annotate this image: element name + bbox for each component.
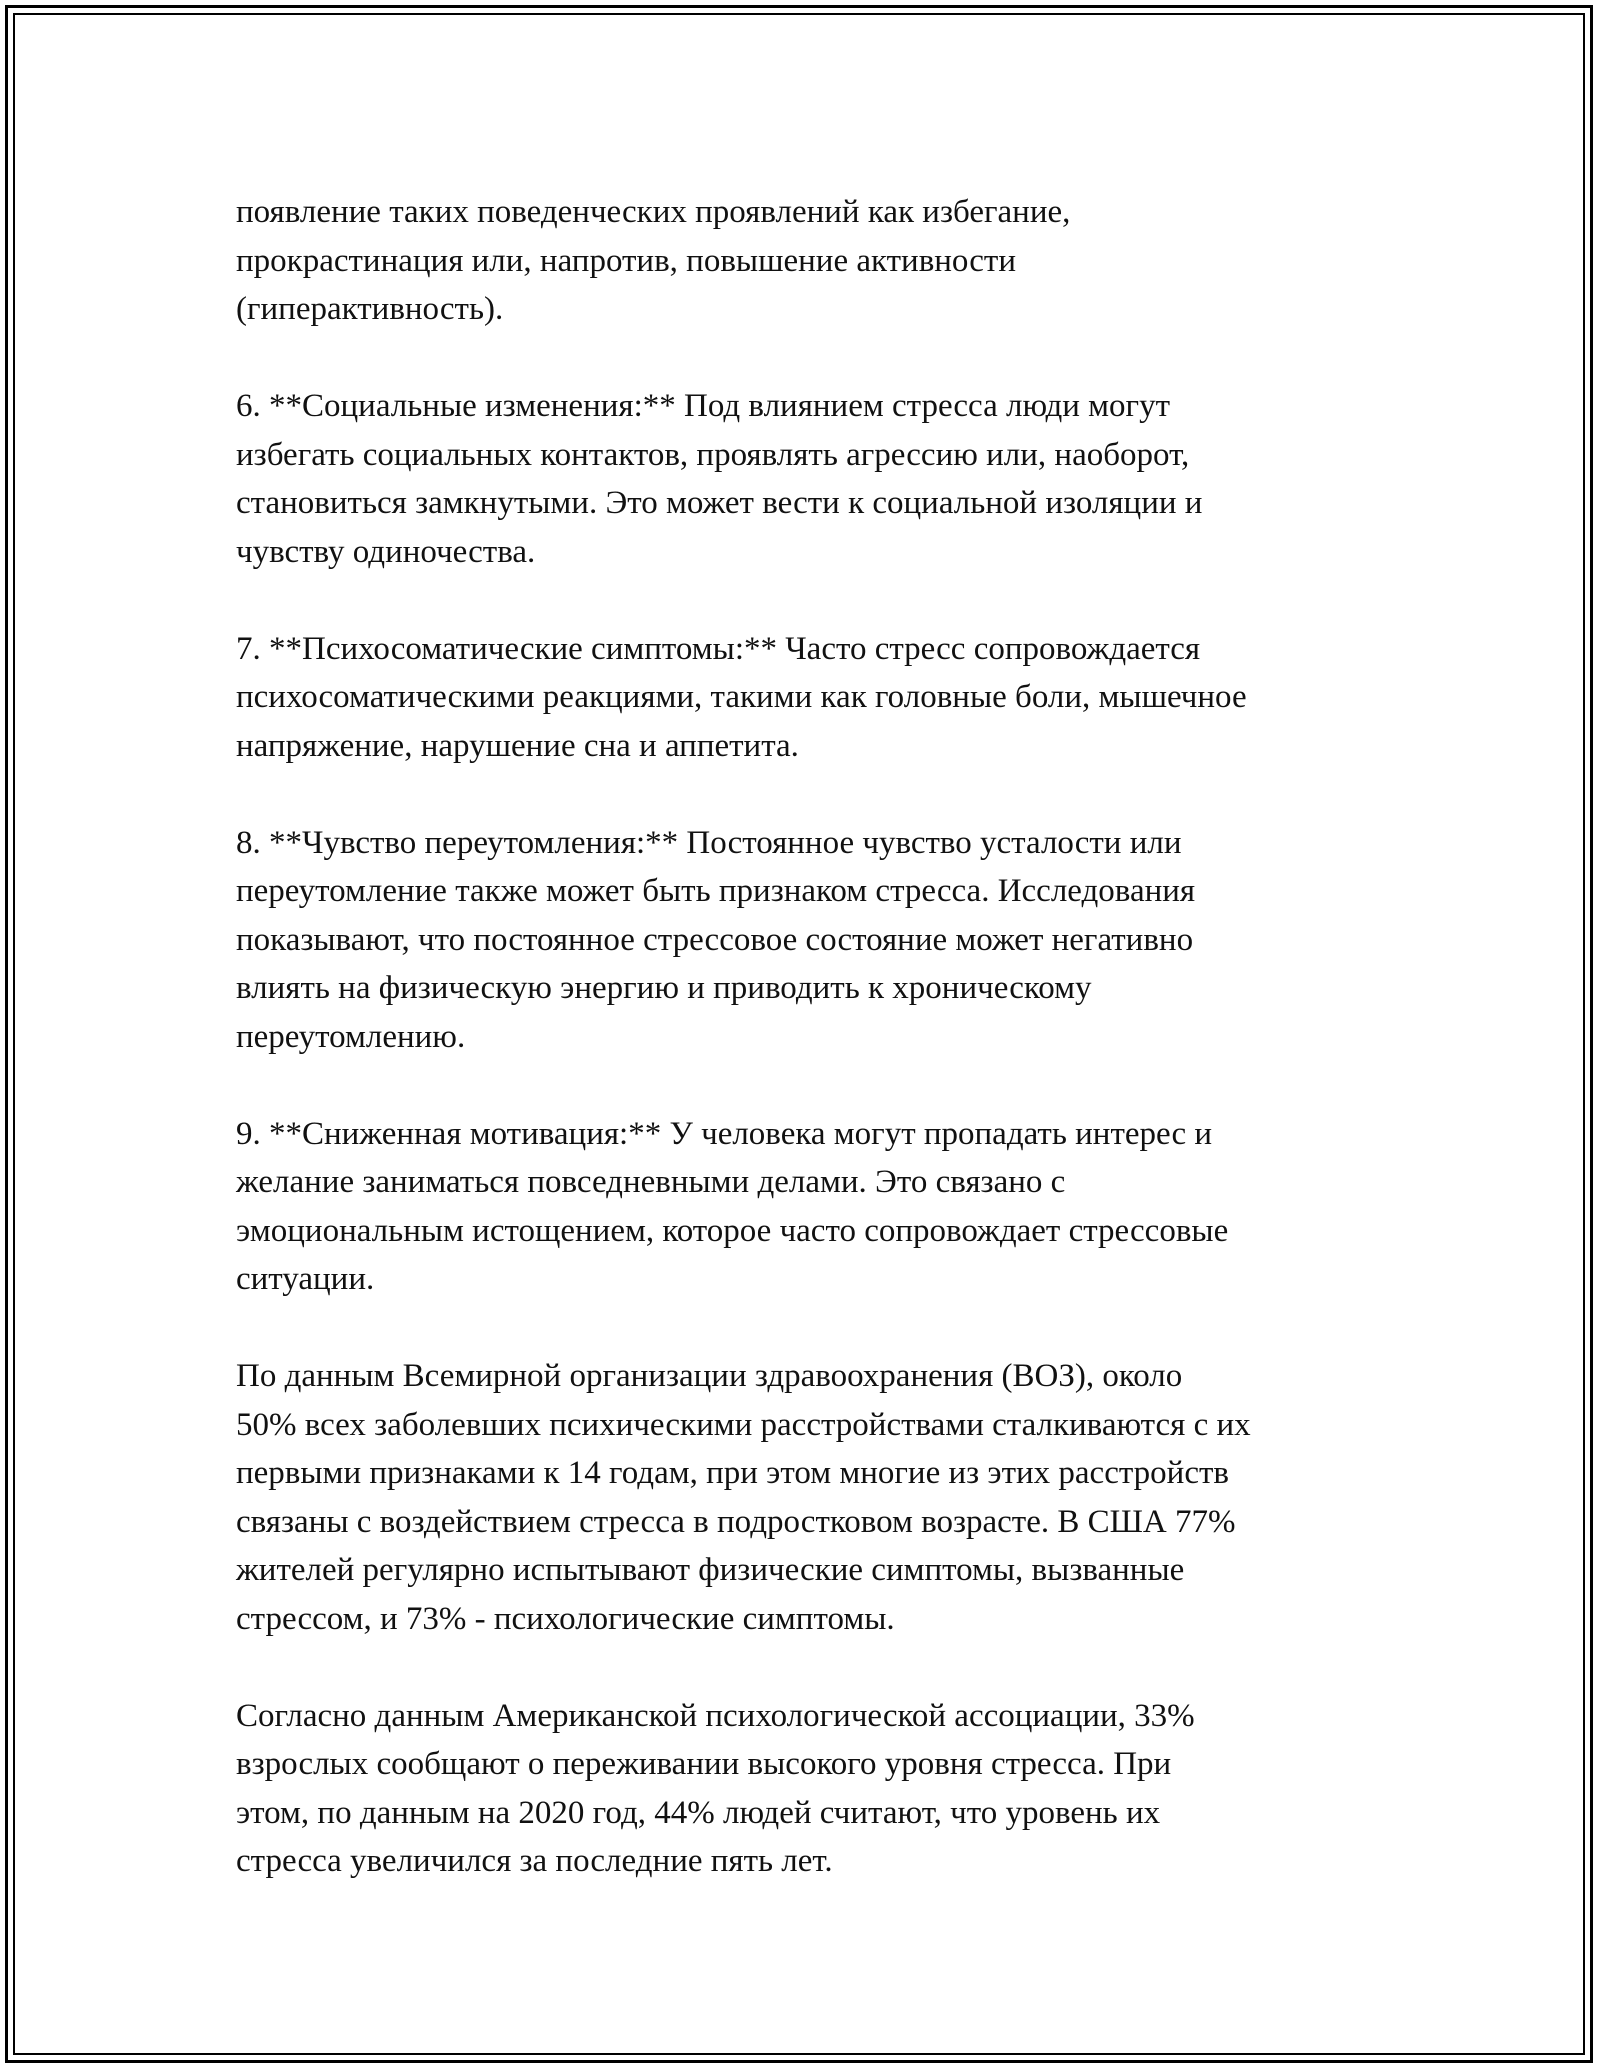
text-line: первыми признаками к 14 годам, при этом многие из этих расстройств [236, 1455, 1229, 1491]
paragraph-item-9-motivation [236, 1110, 1396, 1304]
paragraph-behavioral-continuation [236, 188, 1396, 334]
text-line: 8. **Чувство переутомления:** Постоянное чувство усталости или [236, 824, 1182, 861]
paragraph-item-8-fatigue [236, 819, 1396, 1062]
text-line: показывают, что постоянное стрессовое состояние может негативно [236, 921, 1194, 958]
text-line: переутомление также может быть признаком стресса. Исследования [236, 873, 1196, 909]
paragraph-who-statistics [236, 1352, 1396, 1643]
text-line: По данным Всемирной организации здравоохранения (ВОЗ), около [236, 1358, 1183, 1394]
text-line: переутомлению. [236, 1018, 466, 1055]
text-line: жителей регулярно испытывают физические симптомы, вызванные [236, 1552, 1185, 1588]
text-line: (гиперактивность). [236, 291, 504, 327]
text-line: появление таких поведенческих проявлений как избегание, [236, 194, 1071, 230]
text-line: 7. **Психосоматические симптомы:** Часто стресс сопровождается [236, 630, 1201, 667]
text-line: стрессом, и 73% - психологические симптомы. [236, 1600, 895, 1637]
text-line: эмоциональным истощением, которое часто сопровождает стрессовые [236, 1212, 1229, 1249]
text-line: стресса увеличился за последние пять лет. [236, 1843, 833, 1879]
paragraph-item-6-social-changes [236, 382, 1396, 576]
text-line: 6. **Социальные изменения:** Под влиянием стресса люди могут [236, 388, 1170, 424]
paragraph-apa-statistics [236, 1692, 1396, 1886]
text-line: желание заниматься повседневными делами. Это связано с [236, 1164, 1066, 1200]
text-line: этом, по данным на 2020 год, 44% людей считают, что уровень их [236, 1794, 1161, 1831]
document-body [236, 188, 1396, 1886]
text-line: Согласно данным Американской психологической ассоциации, 33% [236, 1697, 1195, 1734]
text-line: избегать социальных контактов, проявлять агрессию или, наоборот, [236, 436, 1190, 473]
text-line: связаны с воздействием стресса в подростковом возрасте. В США 77% [236, 1503, 1236, 1540]
text-line: психосоматическими реакциями, такими как головные боли, мышечное [236, 679, 1247, 715]
text-line: чувству одиночества. [236, 533, 536, 570]
text-line: напряжение, нарушение сна и аппетита. [236, 727, 799, 764]
text-line: взрослых сообщают о переживании высокого уровня стресса. При [236, 1746, 1172, 1782]
text-line: становиться замкнутыми. Это может вести к социальной изоляции и [236, 485, 1203, 521]
paragraph-item-7-psychosomatic [236, 625, 1396, 771]
text-line: 9. **Сниженная мотивация:** У человека могут пропадать интерес и [236, 1115, 1213, 1152]
text-line: 50% всех заболевших психическими расстройствами сталкиваются с их [236, 1406, 1251, 1443]
text-line: ситуации. [236, 1261, 375, 1297]
text-line: прокрастинация или, напротив, повышение активности [236, 242, 1016, 279]
text-line: влиять на физическую энергию и приводить к хроническому [236, 970, 1092, 1006]
